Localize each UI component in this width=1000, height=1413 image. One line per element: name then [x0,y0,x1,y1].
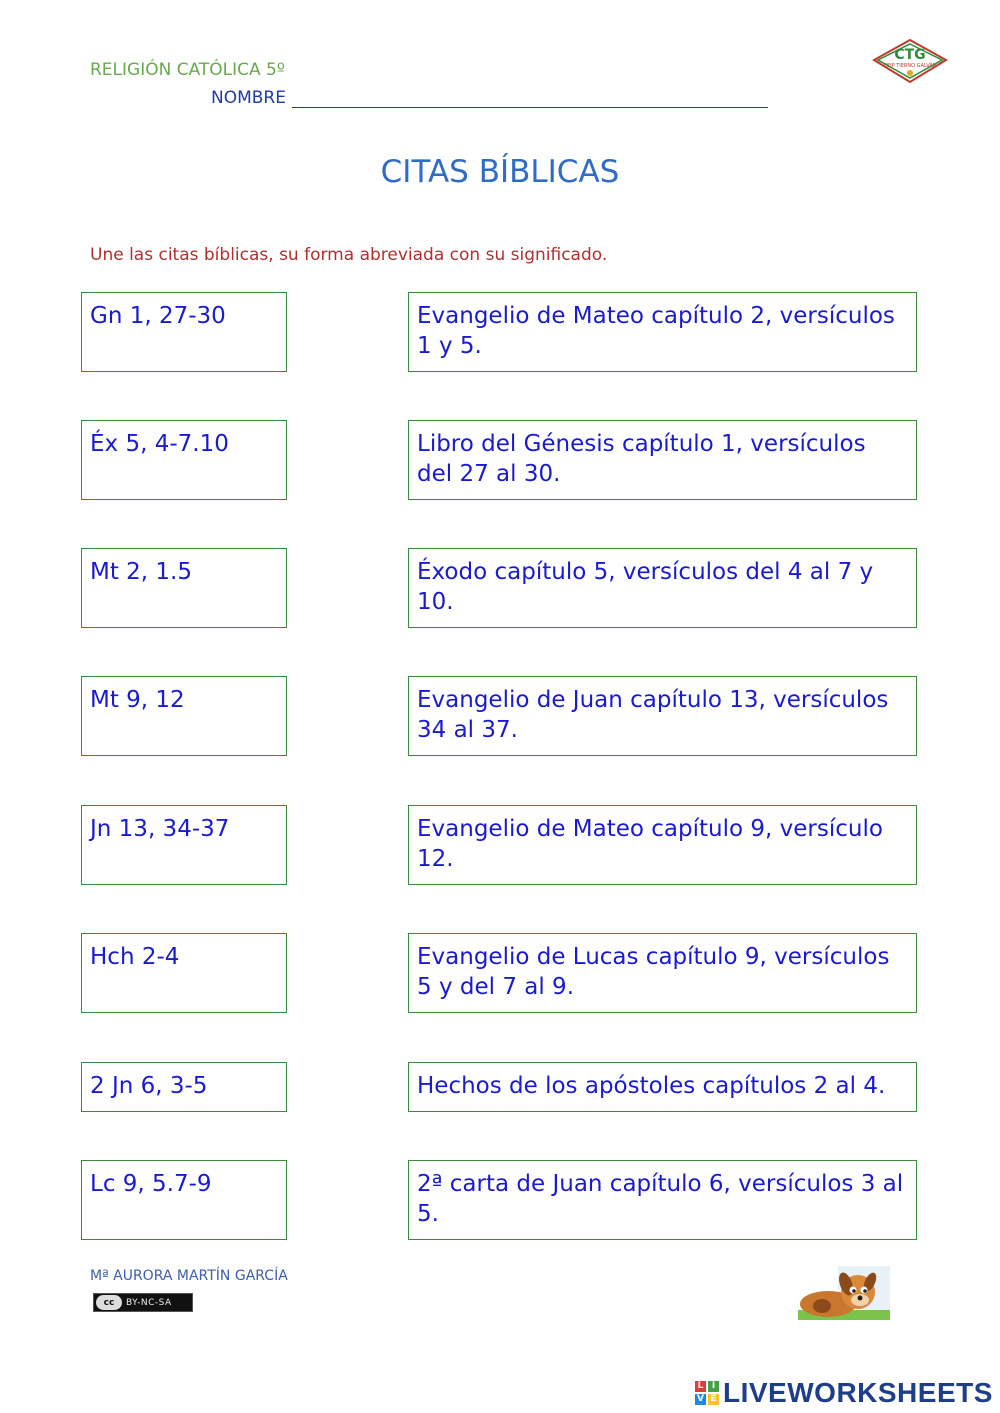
citation-box[interactable]: Hch 2-4 [81,933,287,1013]
school-logo-subtext: CEIP TIERNO GALVÁN [883,63,937,69]
citation-box[interactable]: 2 Jn 6, 3-5 [81,1062,287,1112]
citation-box[interactable]: Mt 9, 12 [81,676,287,756]
name-input-line[interactable] [292,89,768,108]
subject-label: RELIGIÓN CATÓLICA 5º [90,60,285,80]
cc-icon: cc [96,1295,122,1310]
author-name: Mª AURORA MARTÍN GARCÍA [90,1268,288,1284]
license-text: BY-NC-SA [126,1297,172,1308]
citation-box[interactable]: Éx 5, 4-7.10 [81,420,287,500]
citation-box[interactable]: Jn 13, 34-37 [81,805,287,885]
liveworksheets-brand [695,1373,993,1413]
school-logo-text: CTG [894,47,926,63]
meaning-box[interactable]: Evangelio de Lucas capítulo 9, versículos 5 y del 7 al 9. [408,933,917,1013]
meaning-box[interactable]: Evangelio de Juan capítulo 13, versículos 34 al 37. [408,676,917,756]
meaning-box[interactable]: Libro del Génesis capítulo 1, versículos del 27 al 30. [408,420,917,500]
page-title: CITAS BÍBLICAS [380,154,620,190]
cc-license-badge [93,1293,193,1312]
citation-box[interactable]: Mt 2, 1.5 [81,548,287,628]
meaning-box[interactable]: Evangelio de Mateo capítulo 2, versículos 1 y 5. [408,292,917,372]
meaning-box[interactable]: Evangelio de Mateo capítulo 9, versículo 12. [408,805,917,885]
liveworksheets-text: LIVEWORKSHEETS [723,1377,993,1408]
dog-illustration [798,1266,890,1320]
instructions: Une las citas bíblicas, su forma abreviada con su significado. [90,245,608,265]
meaning-box[interactable]: 2ª carta de Juan capítulo 6, versículos 3 al 5. [408,1160,917,1240]
meaning-box[interactable]: Éxodo capítulo 5, versículos del 4 al 7 y 10. [408,548,917,628]
citation-box[interactable]: Gn 1, 27-30 [81,292,287,372]
liveworksheets-icon: L I V E [695,1381,719,1405]
school-logo [872,38,948,84]
name-field-row [211,88,768,108]
meaning-box[interactable]: Hechos de los apóstoles capítulos 2 al 4. [408,1062,917,1112]
citation-box[interactable]: Lc 9, 5.7-9 [81,1160,287,1240]
name-label: NOMBRE [211,88,286,108]
